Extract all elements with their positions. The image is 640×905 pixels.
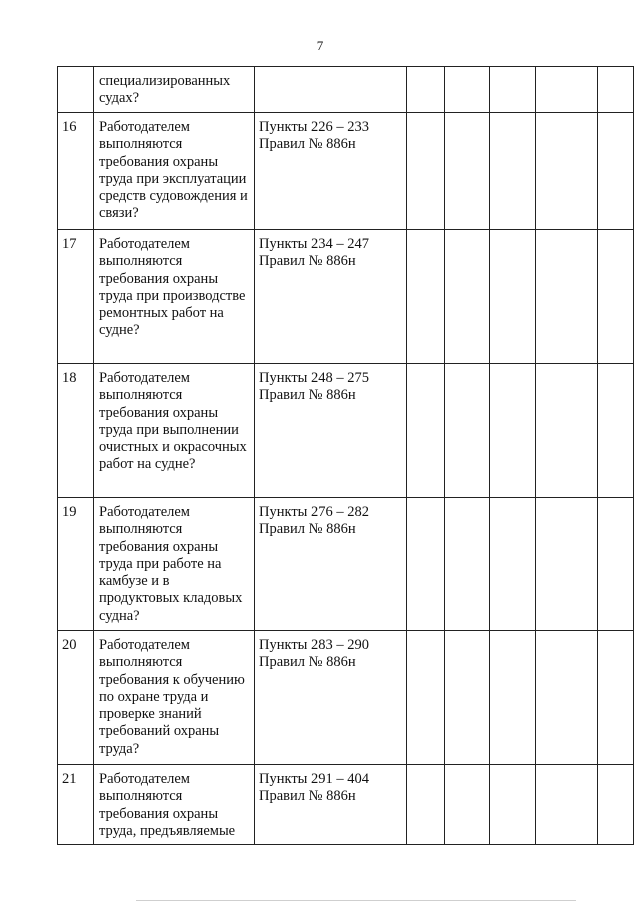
answer-cell-extra (598, 498, 634, 631)
row-reference (255, 67, 407, 113)
answer-cell-no (445, 498, 490, 631)
answer-cell-yes (407, 113, 445, 230)
answer-cell-extra (598, 364, 634, 498)
answer-cell-extra (598, 113, 634, 230)
answer-cell-note (536, 631, 598, 765)
row-reference: Пункты 291 – 404 Правил № 886н (255, 765, 407, 845)
row-question: Работодателем выполняются требования к обучению по охране труда и проверке знаний требований охраны труда? (94, 631, 255, 765)
answer-cell-no (445, 765, 490, 845)
answer-cell-not-applicable (490, 230, 536, 364)
answer-cell-not-applicable (490, 498, 536, 631)
table-row (58, 498, 634, 631)
scan-edge-line (136, 900, 576, 901)
answer-cell-note (536, 113, 598, 230)
row-question: Работодателем выполняются требования охраны труда, предъявляемые (94, 765, 255, 845)
table-row (58, 631, 634, 765)
row-number: 19 (58, 498, 94, 631)
answer-cell-extra (598, 67, 634, 113)
answer-cell-yes (407, 631, 445, 765)
row-question: специализированных судах? (94, 67, 255, 113)
answer-cell-yes (407, 364, 445, 498)
answer-cell-note (536, 498, 598, 631)
answer-cell-note (536, 230, 598, 364)
row-number: 17 (58, 230, 94, 364)
row-number: 16 (58, 113, 94, 230)
row-reference: Пункты 226 – 233 Правил № 886н (255, 113, 407, 230)
table-row (58, 364, 634, 498)
answer-cell-note (536, 364, 598, 498)
row-question: Работодателем выполняются требования охраны труда при работе на камбузе и в продуктовых кладовых судна? (94, 498, 255, 631)
answer-cell-not-applicable (490, 67, 536, 113)
answer-cell-extra (598, 230, 634, 364)
answer-cell-no (445, 113, 490, 230)
row-number: 18 (58, 364, 94, 498)
row-question: Работодателем выполняются требования охраны труда при производстве ремонтных работ на судне? (94, 230, 255, 364)
checklist-table (57, 66, 634, 845)
row-reference: Пункты 234 – 247 Правил № 886н (255, 230, 407, 364)
row-reference: Пункты 248 – 275 Правил № 886н (255, 364, 407, 498)
answer-cell-note (536, 765, 598, 845)
answer-cell-extra (598, 631, 634, 765)
answer-cell-no (445, 631, 490, 765)
answer-cell-no (445, 230, 490, 364)
answer-cell-not-applicable (490, 765, 536, 845)
row-number: 21 (58, 765, 94, 845)
table-row (58, 230, 634, 364)
answer-cell-extra (598, 765, 634, 845)
answer-cell-not-applicable (490, 631, 536, 765)
row-number: 20 (58, 631, 94, 765)
answer-cell-yes (407, 230, 445, 364)
row-number (58, 67, 94, 113)
answer-cell-no (445, 364, 490, 498)
table-row (58, 67, 634, 113)
table-row (58, 113, 634, 230)
answer-cell-note (536, 67, 598, 113)
answer-cell-yes (407, 498, 445, 631)
table-row (58, 765, 634, 845)
row-question: Работодателем выполняются требования охраны труда при эксплуатации средств судовождения и связи? (94, 113, 255, 230)
row-question: Работодателем выполняются требования охраны труда при выполнении очистных и окрасочных работ на судне? (94, 364, 255, 498)
answer-cell-yes (407, 765, 445, 845)
answer-cell-not-applicable (490, 113, 536, 230)
page-number: 7 (316, 38, 324, 53)
row-reference: Пункты 276 – 282 Правил № 886н (255, 498, 407, 631)
row-reference: Пункты 283 – 290 Правил № 886н (255, 631, 407, 765)
answer-cell-yes (407, 67, 445, 113)
answer-cell-no (445, 67, 490, 113)
answer-cell-not-applicable (490, 364, 536, 498)
